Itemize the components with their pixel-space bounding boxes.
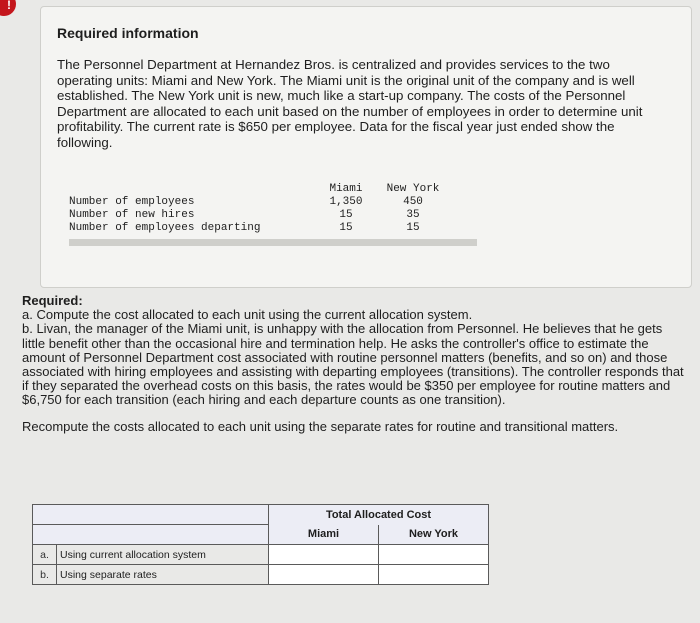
row-label: Number of new hires <box>69 209 195 221</box>
row-letter: b. <box>33 565 57 585</box>
answer-table-corner <box>33 505 269 525</box>
new-york-column-header: New York <box>379 525 489 545</box>
recompute-instruction: Recompute the costs allocated to each unit using the separate rates for routine and transitional matters. <box>22 418 619 434</box>
problem-intro: The Personnel Department at Hernandez Bros. is centralized and provides services to the two operating units: Miami and New York. The Miami unit is the original unit of the company and is well established. The New York unit is new, much like a start-up company. The costs of the Personnel Department are allocated to each unit based on the number of employees in order to determine unit profitability. The current rate is $650 per employee. Data for the fiscal year just ended show the following. <box>57 57 643 150</box>
new-york-separate-input[interactable] <box>379 565 489 585</box>
table-row <box>69 222 479 235</box>
requirement-a: a. Compute the cost allocated to each unit using the current allocation system. <box>22 307 473 323</box>
table-row <box>33 565 489 585</box>
row-description: Using current allocation system <box>57 545 269 565</box>
required-information-panel <box>40 6 692 288</box>
miami-value: 1,350 <box>329 196 363 208</box>
table-row <box>69 196 479 209</box>
info-alert-icon: ! <box>0 0 16 16</box>
table-row <box>69 209 479 222</box>
new-york-value: 35 <box>406 209 420 221</box>
row-letter: a. <box>33 545 57 565</box>
table-row <box>33 545 489 565</box>
row-label: Number of employees departing <box>69 222 261 234</box>
answer-table-corner-lower <box>33 525 269 545</box>
answer-table <box>32 504 489 585</box>
required-section <box>22 294 688 434</box>
employee-data-table <box>69 183 479 246</box>
miami-separate-input[interactable] <box>269 565 379 585</box>
data-table-header <box>69 183 479 196</box>
required-heading: Required: <box>22 293 83 308</box>
table-divider <box>69 239 477 246</box>
miami-value: 15 <box>339 222 353 234</box>
row-description: Using separate rates <box>57 565 269 585</box>
requirement-b: b. Livan, the manager of the Miami unit, is unhappy with the allocation from Personnel. He believes that he gets little benefit other than the occasional hire and termination help. He asks the controller's office to estimate the amount of Personnel Department cost associated with routine personnel matters (benefits, and so on) and those associated with hiring employees and assisting with departing employees (transitions). The controller responds that if they separated the overhead costs on this basis, the rates would be $350 per employee for routine matters and $6,750 for each transition (each hiring and each departure counts as one transition). <box>22 321 684 408</box>
new-york-value: 450 <box>403 196 423 208</box>
header-miami: Miami <box>329 183 363 195</box>
new-york-current-input[interactable] <box>379 545 489 565</box>
miami-column-header: Miami <box>269 525 379 545</box>
header-new-york: New York <box>386 183 440 195</box>
miami-current-input[interactable] <box>269 545 379 565</box>
new-york-value: 15 <box>406 222 420 234</box>
row-label: Number of employees <box>69 196 195 208</box>
miami-value: 15 <box>339 209 353 221</box>
total-allocated-cost-header: Total Allocated Cost <box>269 505 489 525</box>
panel-title: Required information <box>57 25 199 41</box>
